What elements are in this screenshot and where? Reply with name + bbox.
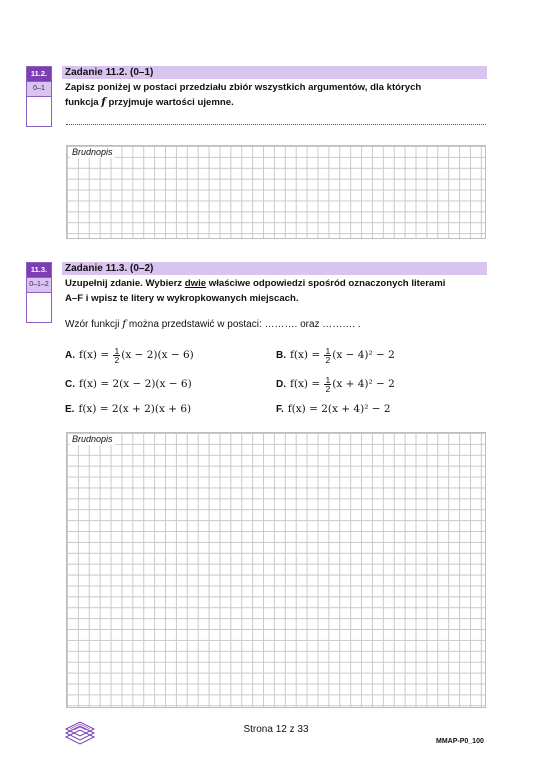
formula: f(x) = 2(x + 2)(x + 6) [78,403,192,415]
fraction-one-half [113,347,120,364]
instruction-text: Uzupełnij zdanie. Wybierz [65,278,185,289]
math-variable-f: f [122,318,127,330]
task-11-2-header: Zadanie 11.2. (0–1) [62,66,487,79]
score-box [27,293,51,322]
formula-rhs: (x − 2)(x − 6) [121,349,194,362]
formula-rhs: (x − 4)² − 2 [332,349,395,362]
instruction-text: przyjmuje wartości ujemne. [105,97,234,108]
option-c[interactable] [65,377,192,392]
fraction-one-half [324,376,331,393]
fraction-one-half [324,347,331,364]
task-number: 11.2. [27,67,51,81]
task-11-3-instruction [65,276,485,306]
formula-lhs: f(x) = [290,349,324,362]
formula-lhs: f(x) = [79,349,113,362]
exam-code: MMAP-P0_100 [436,738,484,745]
fraction-denominator: 2 [114,355,120,365]
page-number: Strona 12 z 33 [243,724,309,735]
fraction-numerator: 1 [325,346,331,356]
emphasis-word: dwie [184,278,207,289]
option-letter: A. [65,350,75,362]
formula: f(x) = 2(x + 4)² − 2 [287,403,391,415]
option-d[interactable] [276,376,395,393]
task-11-2-number-box [26,66,52,127]
task-11-3-header: Zadanie 11.3. (0–2) [62,262,487,275]
task-11-2-instruction [65,80,485,110]
formula-lhs: f(x) = [290,378,324,391]
sentence-text: można przedstawić w postaci: ………. oraz ………. . [126,319,361,330]
instruction-line [65,95,485,110]
instruction-line: A–F i wpisz te litery w wykropkowanych miejscach. [65,293,299,304]
sentence-text: Wzór funkcji [65,319,123,330]
task-points: 0–1–2 [27,277,51,293]
fraction-denominator: 2 [325,355,331,365]
fraction-numerator: 1 [325,375,331,385]
task-11-3-number-box [26,262,52,323]
option-e[interactable] [65,402,191,417]
scratch-grid[interactable] [66,145,486,239]
option-letter: D. [276,379,286,391]
option-letter: E. [65,404,75,415]
option-letter: B. [276,350,286,362]
scratch-label: Brudnopis [72,147,113,157]
option-a[interactable] [65,347,194,364]
fraction-numerator: 1 [114,346,120,356]
formula: f(x) = 2(x − 2)(x − 6) [79,378,192,390]
instruction-line [65,276,485,291]
option-f[interactable] [276,402,391,417]
option-letter: F. [276,404,284,415]
scratch-grid[interactable] [66,432,486,708]
task-sentence [65,318,361,330]
formula-rhs: (x + 4)² − 2 [332,378,395,391]
answer-line[interactable] [66,124,486,125]
score-box [27,97,51,126]
scratch-label: Brudnopis [72,434,113,444]
instruction-text: właściwe odpowiedzi spośród oznaczonych literami [206,278,446,289]
task-points: 0–1 [27,81,51,97]
option-letter: C. [65,379,75,390]
math-variable-f: f [101,96,106,108]
fraction-denominator: 2 [325,384,331,394]
task-number: 11.3. [27,263,51,277]
instruction-text: funkcja [65,97,102,108]
instruction-line: Zapisz poniżej w postaci przedziału zbiór wszystkich argumentów, dla których [65,82,422,93]
option-b[interactable] [276,347,395,364]
